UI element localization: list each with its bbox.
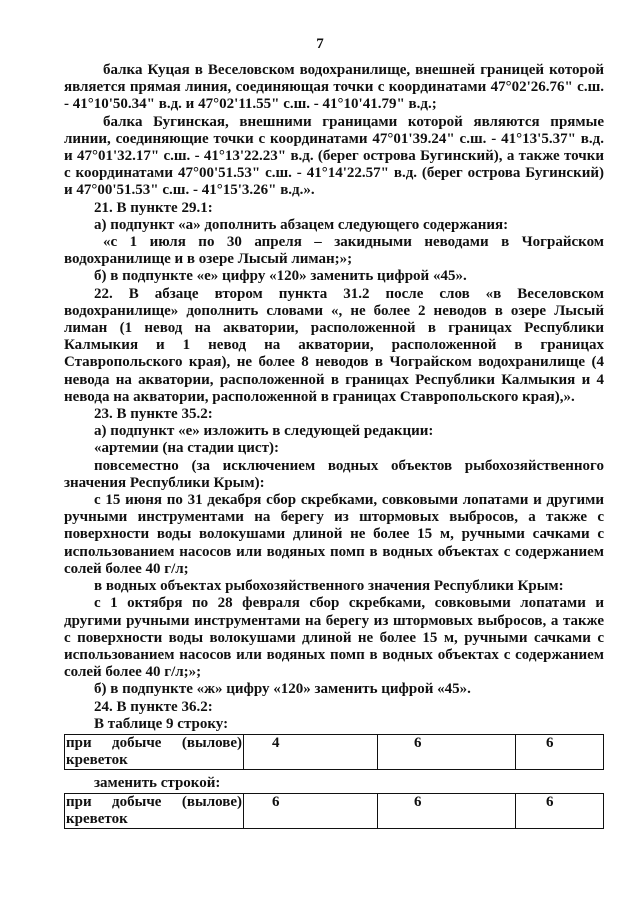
table-row-after [64,793,604,829]
document-body [64,62,604,834]
table-cell-value: 4 [244,734,378,769]
table-intro-after: заменить строкой: [94,774,221,791]
paragraph: с 15 июня по 31 декабря сбор скребками, совковыми лопатами и другими ручными инструментами на берегу из штормовых выбросов, а также с поверхности воды волокушами длиной не более 15 м, ручными сачками с использованием насосов или водяных помп в водных объектах с содержанием солей более 40 г/л; [64,492,604,577]
table-cell-value: 6 [378,734,516,769]
cell-name-line2: креветок [66,811,128,828]
paragraph: а) подпункт «а» дополнить абзацем следующего содержания: [94,216,509,233]
page-number: 7 [316,36,324,52]
table-cell-name [65,734,244,769]
paragraph: 21. В пункте 29.1: [94,199,213,216]
paragraph: б) в подпункте «е» цифру «120» заменить цифрой «45». [94,268,467,285]
paragraph: «артемии (на стадии цист): [94,440,279,457]
table-cell-value: 6 [516,734,604,769]
paragraph: а) подпункт «е» изложить в следующей редакции: [94,423,434,440]
table-intro-before: В таблице 9 строку: [94,715,229,732]
table-row [65,794,604,829]
table-cell-name [65,794,244,829]
paragraph: б) в подпункте «ж» цифру «120» заменить цифрой «45». [94,681,471,698]
cell-name-line1: при добыче (вылове) [66,794,242,811]
paragraph: в водных объектах рыбохозяйственного значения Республики Крым: [94,578,564,595]
cell-name-line1: при добыче (вылове) [66,734,242,751]
paragraph: «с 1 июля по 30 апреля – закидными неводами в Чограйском водохранилище и в озере Лысый лиман;»; [64,234,604,268]
paragraph: 24. В пункте 36.2: [94,698,213,715]
paragraph: балка Куцая в Веселовском водохранилище, внешней границей которой является прямая линия, соединяющая точки с координатами 47°02'26.76" с.ш. - 41°10'50.34" в.д. и 47°02'11.55" с.ш. - 41°10'41.79" в.д.; [64,62,604,113]
table-row [65,734,604,769]
table-cell-value: 6 [244,794,378,829]
table-row-before [64,734,604,770]
paragraph: балка Бугинская, внешними границами которой являются прямые линии, соединяющие точки с координатами 47°01'39.24" с.ш. - 41°13'5.37" в.д. и 47°01'32.17" с.ш. - 41°13'22.23" в.д. (берег острова Бугинский), а также точки с координатами 47°00'51.53" с.ш. - 41°14'22.57" в.д. (берег острова Бугинский) и 47°00'51.53" с.ш. - 41°15'3.26" в.д.». [64,113,604,199]
paragraph: 23. В пункте 35.2: [94,406,213,423]
paragraph: с 1 октября по 28 февраля сбор скребками, совковыми лопатами и другими ручными инструментами на берегу из штормовых выбросов, а также с поверхности воды волокушами длиной не более 15 м, ручными сачками с использованием насосов или водяных помп в водных объектах с содержанием солей более 40 г/л;»; [64,595,604,681]
cell-name-line2: креветок [66,751,128,768]
paragraph: 22. В абзаце втором пункта 31.2 после слов «в Веселовском водохранилище» дополнить словами «, не более 2 неводов в озере Лысый лиман (1 невод на акватории, расположенной в границах Республики Калмыкия и 1 невод на акватории, расположенной в границах Ставропольского края), не более 8 неводов в Чограйском водохранилище (4 невода на акватории, расположенной в границах Республики Калмыкия и 4 невода на акватории, расположенной в границах Ставропольского края),». [64,285,604,405]
table-cell-value: 6 [516,794,604,829]
paragraph: повсеместно (за исключением водных объектов рыбохозяйственного значения Республики Крым): [64,457,604,491]
table-cell-value: 6 [378,794,516,829]
